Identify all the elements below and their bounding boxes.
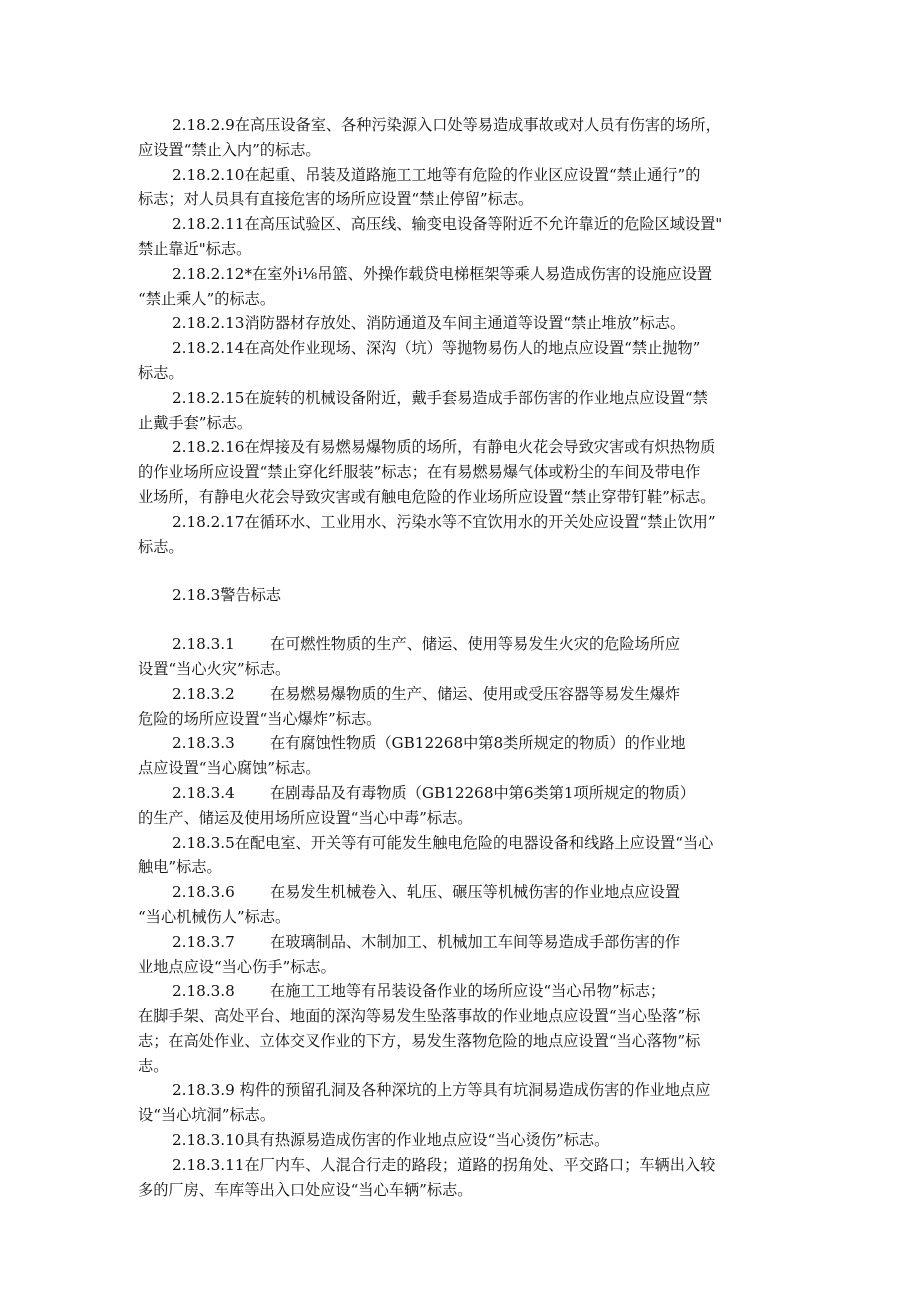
paragraph-2-18-3-1 — [138, 632, 798, 682]
text-line — [138, 781, 798, 806]
paragraph-2-18-3-3 — [138, 731, 798, 781]
text-line: “当心机械伤人”标志。 — [138, 907, 291, 926]
paragraph-2-18-3-9 — [138, 1078, 798, 1128]
item-text: 在可燃性物质的生产、储运、使用等易发生火灾的危险场所应 — [270, 635, 681, 654]
item-text: 在易发生机械卷入、轧压、碾压等机械伤害的作业地点应设置 — [270, 883, 681, 902]
paragraph-2-18-2-15 — [138, 386, 798, 436]
item-text: 在有腐蚀性物质（GB12268中第8类所规定的物质）的作业地 — [270, 734, 686, 753]
text-line: 2.18.2.15在旋转的机械设备附近，戴手套易造成手部伤害的作业地点应设置“禁 — [172, 388, 708, 407]
text-line: 志；在高处作业、立体交叉作业的下方，易发生落物危险的地点应设置“当心落物”标 — [138, 1031, 701, 1050]
text-line: 多的厂房、车库等出入口处应设“当心车辆”标志。 — [138, 1180, 473, 1199]
item-number: 2.18.3.8 — [172, 982, 235, 1001]
text-line: 设“当心坑洞”标志。 — [138, 1106, 276, 1125]
text-line: 2.18.2.9在高压设备室、各种污染源入口处等易造成事故或对人员有伤害的场所， — [172, 116, 721, 134]
text-line: 2.18.2.16在焊接及有易燃易爆物质的场所，有静电火花会导致灾害或有炽热物质 — [172, 438, 716, 457]
text-line: 危险的场所应设置“当心爆炸”标志。 — [138, 709, 382, 728]
item-number: 2.18.3.2 — [172, 684, 235, 703]
text-line: 禁止靠近"标志。 — [138, 239, 252, 258]
paragraph-2-18-2-13 — [138, 311, 798, 336]
paragraph-2-18-3-10 — [138, 1128, 798, 1153]
text-line: 标志。 — [138, 363, 184, 382]
paragraph-2-18-2-11 — [138, 212, 798, 262]
paragraph-2-18-3-6 — [138, 880, 798, 930]
text-line: 在脚手架、高处平台、地面的深沟等易发生坠落事故的作业地点应设置“当心坠落”标 — [138, 1007, 701, 1026]
paragraph-2-18-3-8 — [138, 979, 798, 1078]
text-line — [138, 930, 798, 955]
paragraph-2-18-3-4 — [138, 781, 798, 831]
text-line: 2.18.2.17在循环水、工业用水、污染水等不宜饮用水的开关处应设置“禁止饮用” — [172, 512, 716, 531]
text-line — [138, 880, 798, 905]
paragraph-2-18-2-12 — [138, 262, 798, 312]
section-heading: 2.18.3警告标志 — [172, 586, 282, 605]
text-line: 2.18.2.12*在室外i⅛吊篮、外操作载贷电梯框架等乘人易造成伤害的设施应设置 — [172, 264, 713, 283]
item-text: 在施工工地等有吊装设备作业的场所应设“当心吊物”标志； — [270, 982, 666, 1001]
text-line: 志。 — [138, 1056, 169, 1075]
paragraph-2-18-3-2 — [138, 682, 798, 732]
text-line: “禁止乘人”的标志。 — [138, 289, 276, 308]
text-line: 2.18.2.14在高处作业现场、深沟（坑）等抛物易伤人的地点应设置“禁止抛物” — [172, 339, 701, 358]
text-line: 2.18.3.10具有热源易造成伤害的作业地点应设“当心烫伤”标志。 — [172, 1131, 610, 1150]
text-line: 的作业场所应设置“禁止穿化纤服装”标志；在有易燃易爆气体或粉尘的车间及带电作 — [138, 463, 701, 482]
text-line: 2.18.3.5在配电室、开关等有可能发生触电危险的电器设备和线路上应设置“当心 — [172, 833, 714, 852]
text-line — [138, 682, 798, 707]
item-number: 2.18.3.6 — [172, 883, 235, 902]
document-page — [138, 113, 798, 1202]
item-number: 2.18.3.3 — [172, 734, 235, 753]
paragraph-2-18-3-11 — [138, 1153, 798, 1203]
paragraph-2-18-2-9 — [138, 113, 798, 163]
text-line: 触电”标志。 — [138, 858, 222, 877]
text-line: 2.18.3.11在厂内车、人混合行走的路段；道路的拐角处、平交路口；车辆出入较 — [172, 1155, 716, 1174]
text-line: 2.18.2.10在起重、吊装及道路施工工地等有危险的作业区应设置“禁止通行”的 — [172, 165, 701, 184]
text-line: 业场所，有静电火花会导致灾害或有触电危险的作业场所应设置“禁止穿带钉鞋”标志。 — [138, 487, 716, 506]
text-line: 2.18.2.11在高压试验区、高压线、输变电设备等附近不允许靠近的危险区域设置" — [172, 215, 723, 234]
text-line: 止戴手套”标志。 — [138, 413, 253, 432]
text-line: 设置“当心火灾”标志。 — [138, 659, 291, 678]
text-line: 业地点应设“当心伤手”标志。 — [138, 957, 336, 976]
text-line: 标志。 — [138, 537, 184, 556]
spacer — [138, 559, 798, 583]
paragraph-2-18-2-17 — [138, 510, 798, 560]
item-number: 2.18.3.7 — [172, 932, 235, 951]
paragraph-2-18-2-16 — [138, 435, 798, 509]
text-line: 2.18.2.13消防器材存放处、消防通道及车间主通道等设置“禁止堆放”标志。 — [172, 314, 686, 333]
item-number: 2.18.3.4 — [172, 783, 235, 802]
spacer — [138, 608, 798, 632]
item-number: 2.18.3.1 — [172, 635, 235, 654]
text-line: 标志；对人员具有直接危害的场所应设置“禁止停留”标志。 — [138, 190, 534, 209]
text-line: 应设置“禁止入内”的标志。 — [138, 140, 321, 159]
text-line — [138, 632, 798, 657]
text-line: 点应设置“当心腐蚀”标志。 — [138, 759, 321, 778]
text-line: 2.18.3.9 构件的预留孔洞及各种深坑的上方等具有坑洞易造成伤害的作业地点应 — [172, 1081, 711, 1100]
item-text: 在玻璃制品、木制加工、机械加工车间等易造成手部伤害的作 — [270, 932, 681, 951]
item-text: 在易燃易爆物质的生产、储运、使用或受压容器等易发生爆炸 — [270, 684, 681, 703]
text-line — [138, 979, 798, 1004]
paragraph-2-18-3-7 — [138, 930, 798, 980]
item-text: 在剧毒品及有毒物质（GB12268中第6类第1项所规定的物质） — [270, 783, 696, 802]
paragraph-2-18-3-5 — [138, 831, 798, 881]
text-line — [138, 731, 798, 756]
paragraph-2-18-2-10 — [138, 163, 798, 213]
paragraph-2-18-2-14 — [138, 336, 798, 386]
text-line: 的生产、储运及使用场所应设置“当心中毒”标志。 — [138, 808, 473, 827]
